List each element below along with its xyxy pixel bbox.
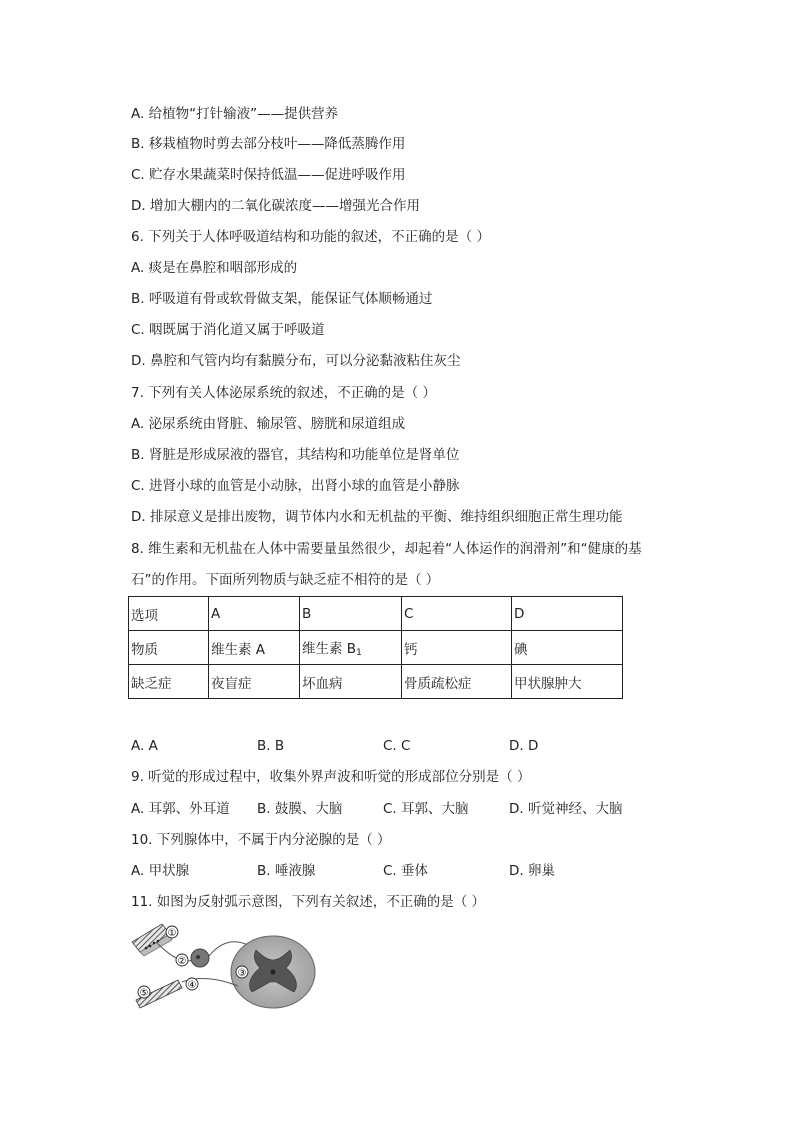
table-cell: 维生素 A — [209, 631, 300, 665]
table-row — [129, 665, 623, 699]
table-cell: 夜盲症 — [209, 665, 300, 699]
label-3: ③ — [237, 968, 247, 979]
q7-option-b: B. 肾脏是形成尿液的器官，其结构和功能单位是肾单位 — [131, 447, 460, 463]
table-cell: 物质 — [129, 631, 209, 665]
q5-option-c: C. 贮存水果蔬菜时保持低温——促进呼吸作用 — [131, 167, 406, 183]
label-4: ④ — [187, 980, 197, 991]
q8-stem-line1: 8. 维生素和无机盐在人体中需要量虽然很少，却起着“人体运作的润滑剂”和“健康的基 — [131, 541, 642, 557]
table-cell: B — [300, 597, 402, 631]
q7-option-d: D. 排尿意义是排出废物，调节体内水和无机盐的平衡、维持组织细胞正常生理功能 — [131, 509, 623, 525]
q6-option-b: B. 呼吸道有骨或软骨做支架，能保证气体顺畅通过 — [131, 291, 433, 307]
q9-option-d: D. 听觉神经、大脑 — [509, 801, 623, 817]
vitamin-b-label: 维生素 B — [302, 641, 357, 657]
q7-stem: 7. 下列有关人体泌尿系统的叙述，不正确的是（ ） — [131, 385, 436, 401]
q8-option-c: C. C — [383, 738, 411, 754]
subscript-one: 1 — [356, 648, 362, 658]
vitamin-table — [128, 596, 623, 699]
q7-option-c: C. 进肾小球的血管是小动脉，出肾小球的血管是小静脉 — [131, 478, 460, 494]
q6-option-a: A. 痰是在鼻腔和咽部形成的 — [131, 260, 298, 276]
q10-option-b: B. 唾液腺 — [257, 863, 316, 879]
q6-option-d: D. 鼻腔和气管内均有黏膜分布，可以分泌黏液粘住灰尘 — [131, 353, 461, 369]
table-cell: 缺乏症 — [129, 665, 209, 699]
q8-option-b: B. B — [257, 738, 285, 754]
ganglion — [191, 949, 209, 967]
table-cell — [300, 631, 402, 665]
q9-stem: 9. 听觉的形成过程中，收集外界声波和听觉的形成部位分别是（ ） — [131, 769, 531, 785]
q5-option-d: D. 增加大棚内的二氧化碳浓度——增强光合作用 — [131, 198, 420, 214]
q10-option-d: D. 卵巢 — [509, 863, 555, 879]
q11-stem: 11. 如图为反射弧示意图，下列有关叙述，不正确的是（ ） — [131, 894, 486, 910]
q6-option-c: C. 咽既属于消化道又属于呼吸道 — [131, 322, 325, 338]
label-1: ① — [167, 928, 177, 939]
q5-option-b: B. 移栽植物时剪去部分枝叶——降低蒸腾作用 — [131, 136, 406, 152]
reflex-arc-figure — [128, 920, 328, 1012]
table-row — [129, 631, 623, 665]
q9-option-c: C. 耳郭、大脑 — [383, 801, 469, 817]
table-cell: 碘 — [512, 631, 623, 665]
q9-option-b: B. 鼓膜、大脑 — [257, 801, 343, 817]
label-5: ⑤ — [139, 988, 149, 999]
table-cell: A — [209, 597, 300, 631]
table-cell: 甲状腺肿大 — [512, 665, 623, 699]
q8-stem-line2: 石”的作用。下面所列物质与缺乏症不相符的是（ ） — [131, 572, 440, 588]
table-cell: 钙 — [402, 631, 512, 665]
q10-stem: 10. 下列腺体中，不属于内分泌腺的是（ ） — [131, 832, 391, 848]
table-cell: D — [512, 597, 623, 631]
table-cell: 骨质疏松症 — [402, 665, 512, 699]
q6-stem: 6. 下列关于人体呼吸道结构和功能的叙述，不正确的是（ ） — [131, 229, 490, 245]
table-row — [129, 597, 623, 631]
q9-option-a: A. 耳郭、外耳道 — [131, 801, 230, 817]
q8-option-d: D. D — [509, 738, 539, 754]
q10-option-a: A. 甲状腺 — [131, 863, 190, 879]
table-cell: 坏血病 — [300, 665, 402, 699]
q10-option-c: C. 垂体 — [383, 863, 429, 879]
q5-option-a: A. 给植物“打针输液”——提供营养 — [131, 106, 339, 122]
q7-option-a: A. 泌尿系统由肾脏、输尿管、膀胱和尿道组成 — [131, 416, 406, 432]
label-2: ② — [177, 956, 187, 967]
table-cell: C — [402, 597, 512, 631]
table-cell: 选项 — [129, 597, 209, 631]
q8-option-a: A. A — [131, 738, 158, 754]
